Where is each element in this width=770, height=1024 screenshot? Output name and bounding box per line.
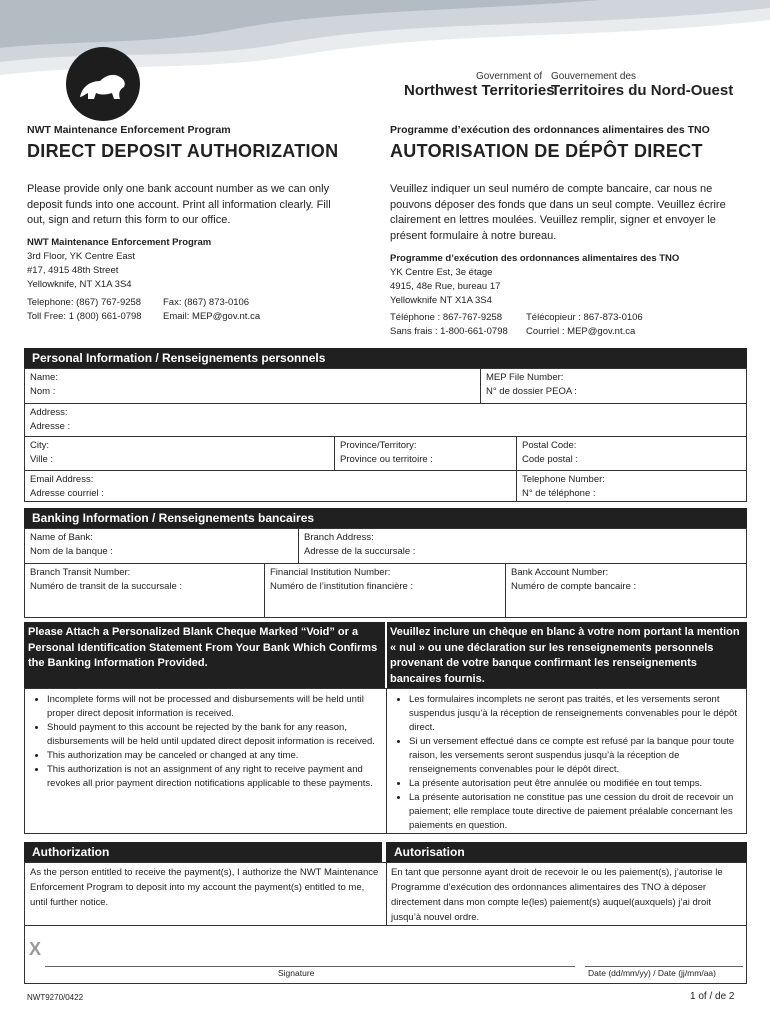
page-title-fr: AUTORISATION DE DÉPÔT DIRECT: [390, 141, 703, 161]
authorization-box: [24, 862, 747, 984]
address-line3-en: Yellowknife, NT X1A 3S4: [27, 279, 132, 290]
account-label-en: Bank Account Number:: [511, 567, 609, 578]
address-line2-en: #17, 4915 48th Street: [27, 265, 119, 276]
file-label-fr: N° de dossier PEOA :: [486, 386, 577, 397]
attach-divider: [385, 622, 387, 688]
city-field[interactable]: [25, 437, 335, 470]
page-title-en: DIRECT DEPOSIT AUTHORIZATION: [27, 141, 339, 161]
address-block-fr: [390, 252, 740, 308]
mep-file-number-field[interactable]: [481, 369, 582, 401]
authorization-header-en: Authorization: [24, 842, 382, 862]
address-name-fr: Programme d’exécution des ordonnances alimentaires des TNO: [390, 253, 680, 264]
tollfree-fr: Sans frais : 1-800-661-0798: [390, 326, 508, 337]
branch-label-en: Branch Address:: [304, 532, 374, 543]
account-label-fr: Numéro de compte bancaire :: [511, 581, 637, 592]
address-name-en: NWT Maintenance Enforcement Program: [27, 237, 212, 248]
authorization-text-en: As the person entitled to receive the payment(s), I authorize the NWT Maintenance Enforcement Program to deposit into my account the payment(s) entitled to me, until further notice.: [30, 867, 379, 908]
branch-transit-field[interactable]: [25, 564, 265, 618]
date-label: Date (dd/mm/yy) / Date (jj/mm/aa): [588, 968, 716, 978]
conditions-list-en: [25, 689, 385, 791]
account-number-field[interactable]: [506, 564, 641, 596]
email-label-en: Email Address:: [30, 474, 94, 485]
province-label-en: Province/Territory:: [340, 440, 417, 451]
address-line3-fr: Yellowknife NT X1A 3S4: [390, 295, 492, 306]
authorization-text-fr: En tant que personne ayant droit de recevoir le ou les paiement(s), j’autorise le Programme d’exécution des ordonnances alimentaires des TNO à déposer directement dans mon compte le(les) paiement(s) auquel(auxquels) j’ai droit jusqu’à nouvel ordre.: [391, 867, 723, 923]
page-number: 1 of / de 2: [690, 991, 735, 1002]
telephone-number-field[interactable]: [517, 471, 610, 503]
phone-en: Telephone: (867) 767-9258: [27, 297, 142, 308]
date-field[interactable]: [585, 927, 743, 967]
name-label-en: Name:: [30, 372, 58, 383]
fax-en: Fax: (867) 873-0106: [163, 297, 250, 308]
institution-number-field[interactable]: [265, 564, 506, 618]
list-item: • This authorization may be canceled or changed at any time.: [47, 749, 377, 763]
name-field[interactable]: [25, 369, 481, 403]
telephone-label-fr: N° de téléphone :: [522, 488, 596, 499]
branch-label-fr: Adresse de la succursale :: [304, 546, 416, 557]
file-label-en: MEP File Number:: [486, 372, 564, 383]
address-line1-en: 3rd Floor, YK Centre East: [27, 251, 136, 262]
institution-label-fr: Numéro de l’institution financière :: [270, 581, 414, 592]
address-line1-fr: YK Centre Est, 3e étage: [390, 267, 493, 278]
email-address-field[interactable]: [25, 471, 517, 502]
personal-info-header: Personal Information / Renseignements personnels: [24, 348, 747, 368]
name-label-fr: Nom :: [30, 386, 56, 397]
gov-fr-line1: Gouvernement des: [551, 71, 637, 82]
form-code: NWT9270/0422: [27, 993, 84, 1002]
signature-field[interactable]: [45, 927, 575, 967]
signature-line: [45, 966, 575, 967]
authorization-header-fr: Autorisation: [386, 842, 747, 862]
province-label-fr: Province ou territoire :: [340, 454, 433, 465]
email-en: Email: MEP@gov.nt.ca: [163, 311, 261, 322]
address-line2-fr: 4915, 48e Rue, bureau 17: [390, 281, 501, 292]
signature-top-rule: [25, 925, 746, 926]
postal-label-en: Postal Code:: [522, 440, 577, 451]
institution-label-en: Financial Institution Number:: [270, 567, 391, 578]
program-name-fr: Programme d’exécution des ordonnances alimentaires des TNO: [390, 124, 710, 136]
city-label-en: City:: [30, 440, 49, 451]
bank-name-field[interactable]: [25, 529, 299, 563]
branch-address-field[interactable]: [299, 529, 420, 561]
attach-cheque-fr: Veuillez inclure un chèque en blanc à votre nom portant la mention « nul » ou une déclaration sur les renseignements personnels provenant de votre banque confirmant les renseignements bancaires fournis.: [390, 626, 740, 685]
date-line: [585, 966, 743, 967]
intro-fr: Veuillez indiquer un seul numéro de compte bancaire, car nous ne pouvons déposer des fonds que dans un seul compte. Veuillez écrire clairement en lettres moulées. Veuillez remplir, signer et envoyer le présent formulaire à notre bureau.: [390, 183, 726, 242]
postal-code-field[interactable]: [517, 437, 583, 469]
authorization-divider: [386, 863, 387, 925]
bank-label-en: Name of Bank:: [30, 532, 93, 543]
signature-label: Signature: [278, 968, 315, 978]
conditions-list-fr: [387, 689, 746, 833]
email-label-fr: Adresse courriel :: [30, 488, 104, 499]
postal-label-fr: Code postal :: [522, 454, 578, 465]
banking-info-header: Banking Information / Renseignements bancaires: [24, 508, 747, 528]
tollfree-en: Toll Free: 1 (800) 661-0798: [27, 311, 142, 322]
email-fr: Courriel : MEP@gov.nt.ca: [526, 326, 636, 337]
list-item: • Si un versement effectué dans ce compte est refusé par la banque pour toute raison, les versements seront suspendus jusqu’à la réception de renseignements convenables pour le dépôt direct.: [409, 735, 738, 777]
signature-x-mark: X: [29, 939, 42, 959]
nwt-polar-bear-logo: [66, 47, 140, 121]
list-item: • Les formulaires incomplets ne seront pas traités, et les versements seront suspendus jusqu’à la réception de renseignements convenables pour le dépôt direct.: [409, 693, 738, 735]
list-item: • This authorization is not an assignment of any right to receive payment and revokes all prior payment direction notifications applicable to these payments.: [47, 763, 377, 791]
list-item: • Incomplete forms will not be processed and disbursements will be held until proper direct deposit information is received.: [47, 693, 377, 721]
list-item: • Should payment to this account be rejected by the bank for any reason, disbursements will be held until updated direct deposit information is received.: [47, 721, 377, 749]
gov-en-line1: Government of: [476, 71, 543, 82]
address-label-fr: Adresse :: [30, 421, 71, 432]
fax-fr: Télécopieur : 867-873-0106: [526, 312, 643, 323]
attach-cheque-en: Please Attach a Personalized Blank Cheque Marked “Void” or a Personal Identification Statement From Your Bank Which Confirms the Banking Information Provided.: [28, 626, 378, 669]
personal-info-box: [24, 368, 747, 502]
province-field[interactable]: [335, 437, 517, 470]
list-item: • La présente autorisation peut être annulée ou modifiée en tout temps.: [409, 777, 738, 791]
attach-cheque-header: [24, 622, 747, 688]
address-block-en: [27, 236, 367, 292]
bank-label-fr: Nom de la banque :: [30, 546, 113, 557]
city-label-fr: Ville :: [30, 454, 54, 465]
program-name-en: NWT Maintenance Enforcement Program: [27, 124, 231, 136]
transit-label-fr: Numéro de transit de la succursale :: [30, 581, 183, 592]
list-item: • La présente autorisation ne constitue pas une cession du droit de recevoir un paiement; elle remplace toute directive de paiement préalable concernant les paiements en question.: [409, 791, 738, 833]
telephone-label-en: Telephone Number:: [522, 474, 605, 485]
gov-fr-line2: Territoires du Nord-Ouest: [551, 82, 734, 99]
transit-label-en: Branch Transit Number:: [30, 567, 131, 578]
gov-en-line2: Northwest Territories: [404, 82, 555, 99]
address-label-en: Address:: [30, 407, 68, 418]
intro-en: Please provide only one bank account number as we can only deposit funds into one account. Print all information clearly. Fill out, sign and return this form to our office.: [27, 183, 331, 226]
banking-info-box: [24, 528, 747, 618]
conditions-box: [24, 688, 747, 834]
phone-fr: Téléphone : 867-767-9258: [390, 312, 502, 323]
address-field[interactable]: [25, 403, 746, 436]
